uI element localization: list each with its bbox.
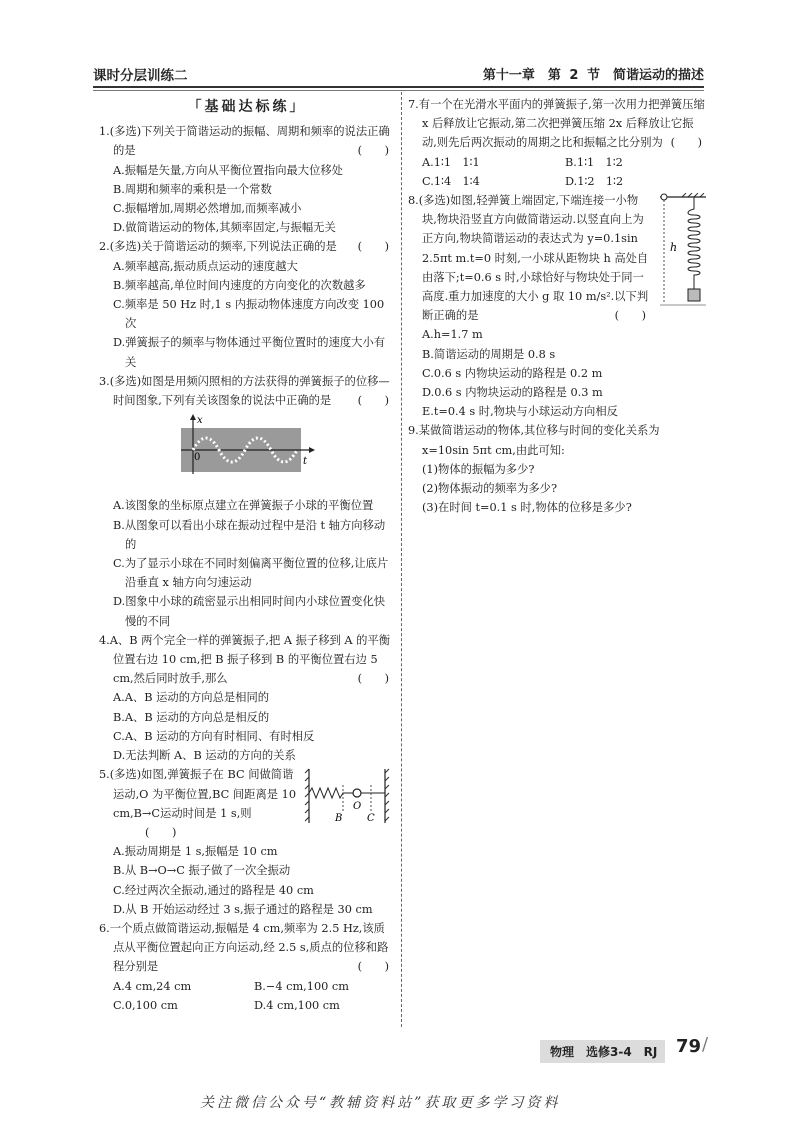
answer-paren: ( ) [357,144,389,158]
sub-question: (3)在时间 t=0.1 s 时,物体的位移是多少? [422,501,632,515]
option: B.周期和频率的乘积是一个常数 [113,182,272,196]
option: B.频率越高,单位时间内速度的方向变化的次数越多 [113,278,366,292]
answer-paren: ( ) [357,672,389,686]
question-2 [99,237,395,371]
header-rule-thin [93,90,704,91]
fig-b-label: B [335,813,343,825]
question-3-stem: 3.(多选)如图是用频闪照相的方法获得的弹簧振子的位移—时间图象,下列有关该图象的说法中正确的是 [99,374,390,408]
right-column [408,95,708,517]
option: C.0.6 s 内物块运动的路程是 0.2 m [422,366,603,380]
question-1 [99,122,395,237]
question-2-stem: 2.(多选)关于简谐运动的频率,下列说法正确的是 [99,240,337,254]
header-rule [93,86,704,88]
fig-c-label: C [367,813,375,825]
answer-paren: ( ) [614,309,646,323]
sub-question: (2)物体振动的频率为多少? [422,482,558,496]
option: C.振幅增加,周期必然增加,而频率减小 [113,202,302,216]
footer-slash: / [702,1034,709,1055]
page-number: 79 [676,1036,702,1057]
question-9 [408,421,708,517]
option: B.从图象可以看出小球在振动过程中是沿 t 轴方向移动的 [113,518,386,551]
question-5 [99,765,395,919]
option: B.−4 cm,100 cm [254,979,349,993]
question-7 [408,95,708,191]
answer-paren: ( ) [357,394,389,408]
option: D.无法判断 A、B 运动的方向的关系 [113,749,296,763]
section-title: 「基础达标练」 [187,99,307,115]
option: A.振幅是矢量,方向从平衡位置指向最大位移处 [113,163,343,177]
column-divider [401,92,402,1027]
option: B.从 B→O→C 振子做了一次全振动 [113,864,291,878]
option: C.0,100 cm [113,998,178,1012]
vertical-spring-figure [658,193,708,309]
option: A.A、B 运动的方向总是相同的 [113,691,270,705]
options-grid [408,153,708,191]
option: D.0.6 s 内物块运动的路程是 0.3 m [422,386,603,400]
option: A.该图象的坐标原点建立在弹簧振子小球的平衡位置 [113,499,374,513]
option: E.t=0.4 s 时,物块与小球运动方向相反 [422,405,618,419]
option: C.频率是 50 Hz 时,1 s 内振动物体速度方向改变 100 次 [113,298,385,331]
footer-subject-tag: 物理 选修3-4 RJ [540,1040,665,1063]
answer-paren: ( ) [357,240,389,254]
question-9-stem: 9.某做简谐运动的物体,其位移与时间的变化关系为 x=10sin 5πt cm,由此可知: [408,424,660,457]
horizontal-spring-figure [303,767,395,829]
fig-origin-label: 0 [194,452,201,464]
promo-footer-text: 关注微信公众号“教辅资料站”获取更多学习资料 [200,1095,561,1111]
option: B.1∶1 1∶2 [565,155,623,169]
sub-question: (1)物体的振幅为多少? [422,462,535,476]
header-left-title: 课时分层训练二 [93,68,188,84]
options-grid [99,977,395,1015]
option: B.A、B 运动的方向总是相反的 [113,710,270,724]
answer-paren: ( ) [145,825,177,839]
option: D.从 B 开始运动经过 3 s,振子通过的路程是 30 cm [113,902,373,916]
option: A.1∶1 1∶1 [422,155,480,169]
strobe-wave-figure [179,414,319,480]
fig-o-label: O [353,801,362,813]
fig-t-label: t [303,456,308,468]
question-6-stem: 6.一个质点做简谐运动,振幅是 4 cm,频率为 2.5 Hz,该质点从平衡位置起向正方向运动,经 2.5 s,质点的位移和路程分别是 [99,921,389,974]
question-1-stem: 1.(多选)下列关于简谐运动的振幅、周期和频率的说法正确的是 [99,125,390,158]
option: C.A、B 运动的方向有时相同、有时相反 [113,729,315,743]
question-3 [99,372,395,631]
fig-h-label: h [670,241,678,255]
answer-paren: ( ) [357,960,389,974]
option: A.h=1.7 m [422,328,483,342]
answer-paren: ( ) [670,136,702,150]
question-8 [408,191,708,421]
option: D.做简谐运动的物体,其频率固定,与振幅无关 [113,221,336,235]
option: D.4 cm,100 cm [254,998,340,1012]
question-4 [99,631,395,765]
question-4-stem: 4.A、B 两个完全一样的弹簧振子,把 A 振子移到 A 的平衡位置右边 10 cm,把 B 振子移到 B 的平衡位置右边 5 cm,然后同时放手,那么 [99,633,391,686]
option: A.频率越高,振动质点运动的速度越大 [113,259,298,273]
question-7-stem: 7.有一个在光滑水平面内的弹簧振子,第一次用力把弹簧压缩 x 后释放让它振动,第二次把弹簧压缩 2x 后释放让它振动,则先后两次振动的周期之比和振幅之比分别为 [408,98,705,150]
left-column [99,95,395,1015]
fig-x-label: x [197,415,203,427]
question-5-stem: 5.(多选)如图,弹簧振子在 BC 间做简谐运动,O 为平衡位置,BC 间距离是 10 cm,B→C运动时间是 1 s,则 [99,768,297,820]
option: D.图象中小球的疏密显示出相同时间内小球位置变化快慢的不同 [113,595,386,628]
question-6 [99,919,395,1015]
option: A.4 cm,24 cm [113,979,192,993]
question-8-stem: 8.(多选)如图,轻弹簧上端固定,下端连接一小物块,物块沿竖直方向做简谐运动.以竖直向上为正方向,物块简谐运动的表达式为 y=0.1sin 2.5πt m.t=0 时刻,一小球从距物块 h 高处自由落下;t=0.6 s 时,小球恰好与物块处于同一高度.重力加速度的大小 g 取 10 m/s².以下判断正确的是 [408,194,649,323]
option: A.振动周期是 1 s,振幅是 10 cm [113,845,278,859]
option: C.经过两次全振动,通过的路程是 40 cm [113,883,314,897]
header-chapter-title: 第十一章 第 2 节 简谐运动的描述 [482,68,704,83]
option: C.为了显示小球在不同时刻偏离平衡位置的位移,让底片沿垂直 x 轴方向匀速运动 [113,557,389,590]
option: D.1∶2 1∶2 [565,174,624,188]
option: B.简谐运动的周期是 0.8 s [422,347,556,361]
option: D.弹簧振子的频率与物体通过平衡位置时的速度大小有关 [113,336,386,369]
option: C.1∶4 1∶4 [422,174,480,188]
